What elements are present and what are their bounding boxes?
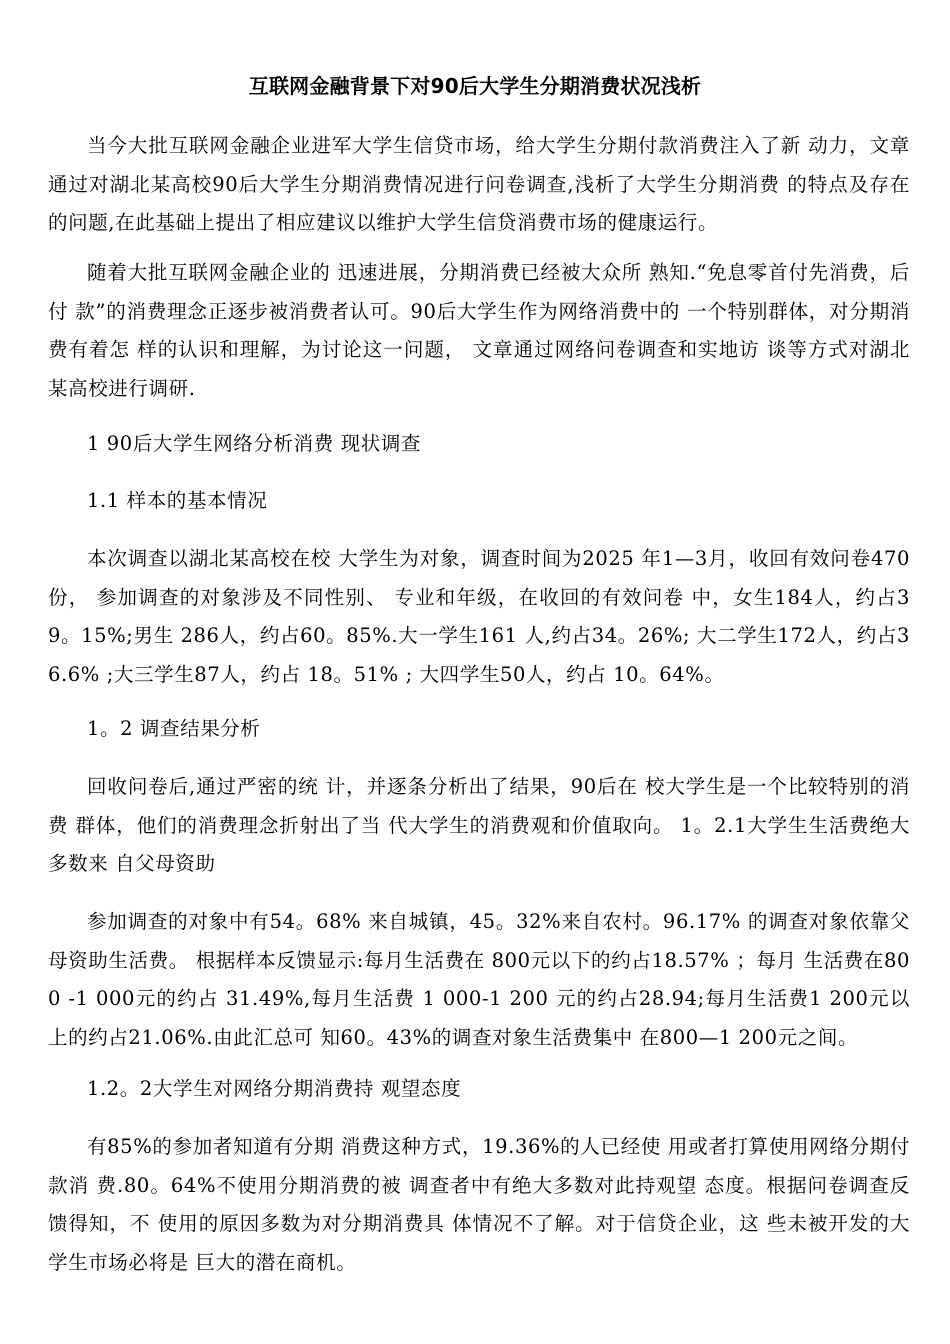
living-costs-paragraph: 参加调查的对象中有54。68% 来自城镇，45。32%来自农村。96.17% 的调查对象依靠父母资助生活费。 根据样本反馈显示:每月生活费在 800元以下的约占18.57% ；每月 生活费在800 -1 000元的约占 31.49%,每月生活费 1 000-1 200 元的约占28.94;每月生活费1 200元以上的约占21.06%.由此汇总可 知60。43%的调查对象生活费集中 在800—1 200元之间。 [48,910,910,1049]
intro-paragraph: 随着大批互联网金融企业的 迅速进展，分期消费已经被大众所 熟知.“免息零首付先消费，后付 款”的消费理念正逐步被消费者认可。90后大学生作为网络消费中的 一个特别群体，对分期消费有着怎 样的认识和理解，为讨论这一问题， 文章通过网络问卷调查和实地访 谈等方式对湖北某高校进行调研. [48,261,910,400]
section-heading-1-1: 1.1 样本的基本情况 [87,489,268,512]
sample-paragraph: 本次调查以湖北某高校在校 大学生为对象，调查时间为2025 年1—3月，收回有效问卷470份， 参加调查的对象涉及不同性别、 专业和年级，在收回的有效问卷 中，女生184人，约占39。15%;男生 286人，约占60。85%.大一学生161 人,约占34。26%; 大二学生172人，约占36.6% ;大三学生87人，约占 18。51% ; 大四学生50人，约占 10。64%。 [48,547,910,686]
section-heading-1-2: 1。2 调查结果分析 [87,717,261,740]
abstract-paragraph: 当今大批互联网金融企业进军大学生信贷市场，给大学生分期付款消费注入了新 动力，文章通过对湖北某高校90后大学生分期消费情况进行问卷调查,浅析了大学生分期消费 的特点及存在的问题,在此基础上提出了相应建议以维护大学生信贷消费市场的健康运行。 [48,134,910,234]
section-heading-1-2-2: 1.2。2大学生对网络分期消费持 观望态度 [87,1077,462,1100]
analysis-paragraph: 回收问卷后,通过严密的统 计，并逐条分析出了结果，90后在 校大学生是一个比较特别的消费 群体，他们的消费理念折射出了当 代大学生的消费观和价值取向。 1。2.1大学生生活费绝大多数来 自父母资助 [48,775,910,875]
attitude-paragraph: 有85%的参加者知道有分期 消费这种方式，19.36%的人已经使 用或者打算使用网络分期付款消 费.80。64%不使用分期消费的被 调查者中有绝大多数对此持观望 态度。根据问卷调查反馈得知，不 使用的原因多数为对分期消费具 体情况不了解。对于信贷企业，这 些未被开发的大学生市场必将是 巨大的潜在商机。 [48,1135,910,1274]
section-heading-1: 1 90后大学生网络分析消费 现状调查 [87,432,422,455]
document-title: 互联网金融背景下对90后大学生分期消费状况浅析 [248,74,702,98]
